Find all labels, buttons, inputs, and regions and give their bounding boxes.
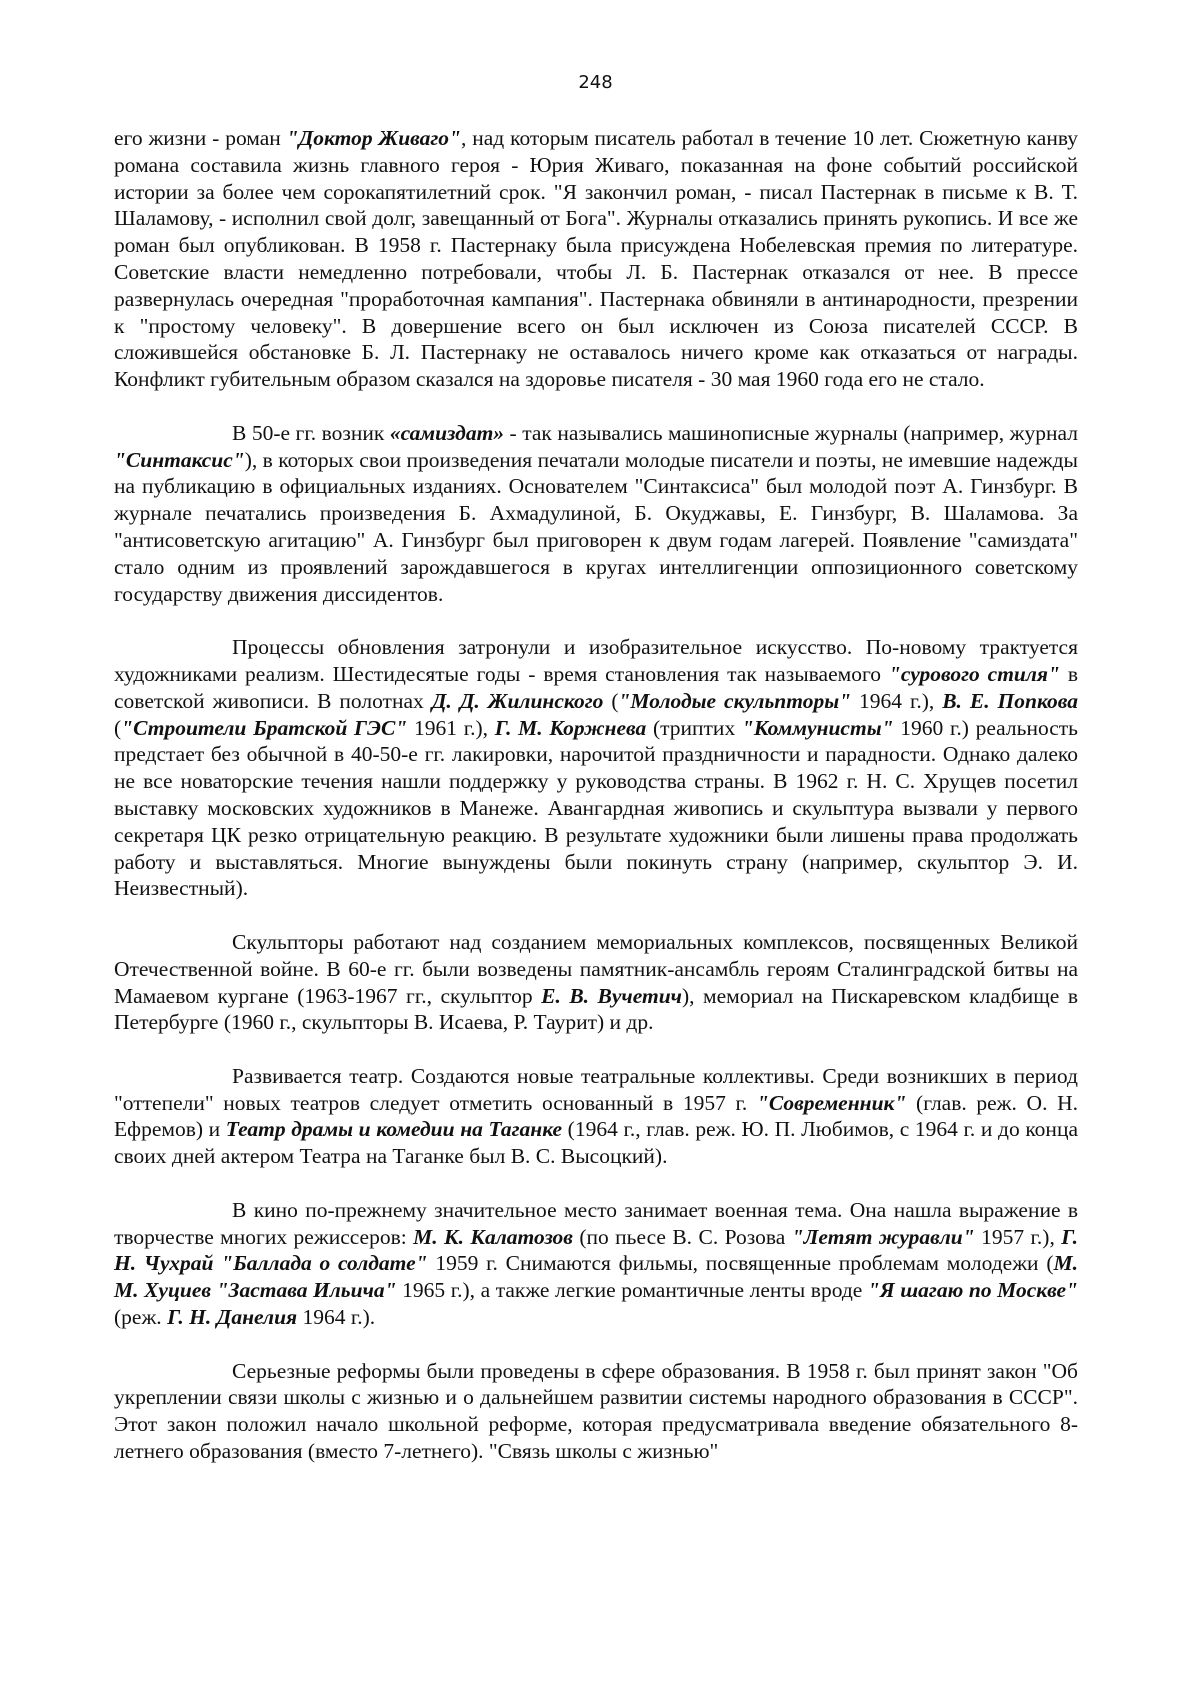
text-run: В кино по-прежнему значительное место занимает военная тема. Она нашла выражение в творчестве многих режиссеров: [114, 1197, 1078, 1249]
text-run: ), в которых свои произведения печатали молодые писатели и поэты, не имевшие надежды на публикацию в официальных изданиях. Основателем "Синтаксиса" был молодой поэт А. Гинзбург. В журнале печатались произведения Б. Ахмадулиной, Б. Окуджавы, Е. Гинзбург, В. Шаламова. За "антисоветскую агитацию" А. Гинзбург был приговорен к двум годам лагерей. Появление "самиздата" стало одним из проявлений зарождавшегося в кругах интеллигенции оппозиционного советскому государству движения диссидентов. [114, 447, 1078, 606]
text-run: ( [114, 715, 122, 740]
text-run: (1964 г., глав. реж. Ю. П. Любимов, с 1964 г. и до конца своих дней актером Театра на Таганке был В. С. Высоцкий). [114, 1117, 1078, 1169]
text-run: Процессы обновления затронули и изобразительное искусство. По-новому трактуется художниками реализм. Шестидесятые годы - время становления так называемого [114, 635, 1078, 686]
text-run: 1965 г.), а также легкие романтичные ленты вроде [396, 1278, 868, 1303]
paragraph [114, 1358, 1078, 1465]
text-run: ), мемориал на Пискаревском кладбище в Петербурге (1960 г., скульпторы В. Исаева, Р. Таурит) и др. [114, 983, 1078, 1035]
emphasized-text: Д. Д. Жилинского [431, 688, 604, 713]
emphasized-text: Театр драмы и комедии на Таганке [225, 1117, 563, 1142]
emphasized-text: "Современник" [756, 1090, 907, 1115]
emphasized-text: «самиздат» [389, 420, 505, 445]
emphasized-text: "Я шагаю по Москве" [867, 1278, 1078, 1303]
text-run: 1964 г.), [851, 688, 943, 713]
text-run: Развивается театр. Создаются новые театральные коллективы. Среди возникших в период "оттепели" новых театров следует отметить основанный в 1957 г. [114, 1063, 1078, 1115]
text-run: Серьезные реформы были проведены в сфере образования. В 1958 г. был принят закон "Об укреплении связи школы с жизнью и о дальнейшем развитии системы народного образования в СССР". Этот закон положил начало школьной реформе, которая предусматривала введение обязательного 8-летнего образования (вместо 7-летнего). "Связь школы с жизнью" [114, 1358, 1078, 1464]
paragraph [114, 420, 1078, 608]
emphasized-text: "Летят журавли" [791, 1224, 975, 1249]
paragraph [114, 929, 1078, 1036]
emphasized-text: Г. Н. Данелия [167, 1305, 298, 1330]
text-run: в советской живописи. В полотнах [114, 661, 1078, 713]
paragraph [114, 125, 1078, 393]
text-run: его жизни - роман [114, 126, 287, 150]
emphasized-text: Г. М. Коржнева [494, 715, 647, 740]
text-run: (триптих [646, 715, 742, 740]
paragraph [114, 1197, 1078, 1331]
text-run: 1959 г. Снимаются фильмы, посвященные проблемам молодежи ( [427, 1251, 1054, 1276]
text-run: (глав. реж. О. Н. Ефремов) и [114, 1090, 1078, 1142]
text-run: , над которым писатель работал в течение 10 лет. Сюжетную канву романа составила жизнь главного героя - Юрия Живаго, показанная на фоне событий российской истории за более чем сорокапятилетний срок. "Я закончил роман, - писал Пастернак в письме к В. Т. Шаламову, - исполнил свой долг, завещанный от Бога". Журналы отказались принять рукопись. И все же роман был опубликован. В 1958 г. Пастернаку была присуждена Нобелевская премия по литературе. Советские власти немедленно потребовали, чтобы Л. Б. Пастернак отказался от нее. В прессе развернулась очередная "проработочная кампания". Пастернака обвиняли в антинародности, презрении к "простому человеку". В довершение всего он был исключен из Союза писателей СССР. В сложившейся обстановке Б. Л. Пастернаку не оставалось ничего кроме как отказаться от награды. Конфликт губительным образом сказался на здоровье писателя - 30 мая 1960 года его не стало. [114, 126, 1079, 392]
text-run: - так назывались машинописные журналы (например, журнал [504, 420, 1078, 445]
text-run: (реж. [114, 1305, 168, 1330]
emphasized-text: М. К. Калатозов [413, 1224, 573, 1249]
text-run: 1957 г.), [974, 1224, 1062, 1249]
text-run: 1960 г.) реальность предстает без обычной в 40-50-е гг. лакировки, нарочитой праздничности и парадности. Однако далеко не все новаторские течения нашли поддержку у руководства страны. В 1962 г. Н. С. Хрущев посетил выставку московских художников в Манеже. Авангардная живопись и скульптура вызвали у первого секретаря ЦК резко отрицательную реакцию. В результате художники были лишены права продолжать работу и выставляться. Многие вынуждены были покинуть страну (например, скульптор Э. И. Неизвестный). [114, 715, 1078, 901]
paragraph [114, 634, 1078, 902]
page-number: 248 [578, 72, 613, 93]
text-run: ( [603, 688, 619, 713]
emphasized-text: "Молодые скульпторы" [618, 688, 852, 713]
emphasized-text: "сурового стиля" [888, 661, 1060, 686]
text-run: В 50-е гг. возник [232, 420, 390, 445]
emphasized-text: Г. Н. Чухрай "Баллада о солдате" [114, 1224, 1078, 1276]
paragraph [114, 1063, 1078, 1170]
emphasized-text: "Коммунисты" [741, 715, 894, 740]
emphasized-text: "Строители Братской ГЭС" [121, 715, 408, 740]
text-run: Скульпторы работают над созданием мемориальных комплексов, посвященных Великой Отечественной войне. В 60-е гг. были возведены памятник-ансамбль героям Сталинградской битвы на Мамаевом кургане (1963-1967 гг., скульптор [114, 929, 1078, 1008]
text-run: 1961 г.), [407, 715, 495, 740]
emphasized-text: "Синтаксис" [114, 447, 245, 472]
document-body [114, 125, 1078, 1492]
text-run: 1964 г.). [297, 1305, 376, 1330]
emphasized-text: В. Е. Попкова [942, 688, 1078, 713]
emphasized-text: М. М. Хуциев "Застава Ильича" [114, 1251, 1078, 1303]
emphasized-text: "Доктор Живаго" [286, 126, 461, 150]
text-run: (по пьесе В. С. Розова [572, 1224, 792, 1249]
emphasized-text: Е. В. Вучетич [541, 983, 682, 1008]
